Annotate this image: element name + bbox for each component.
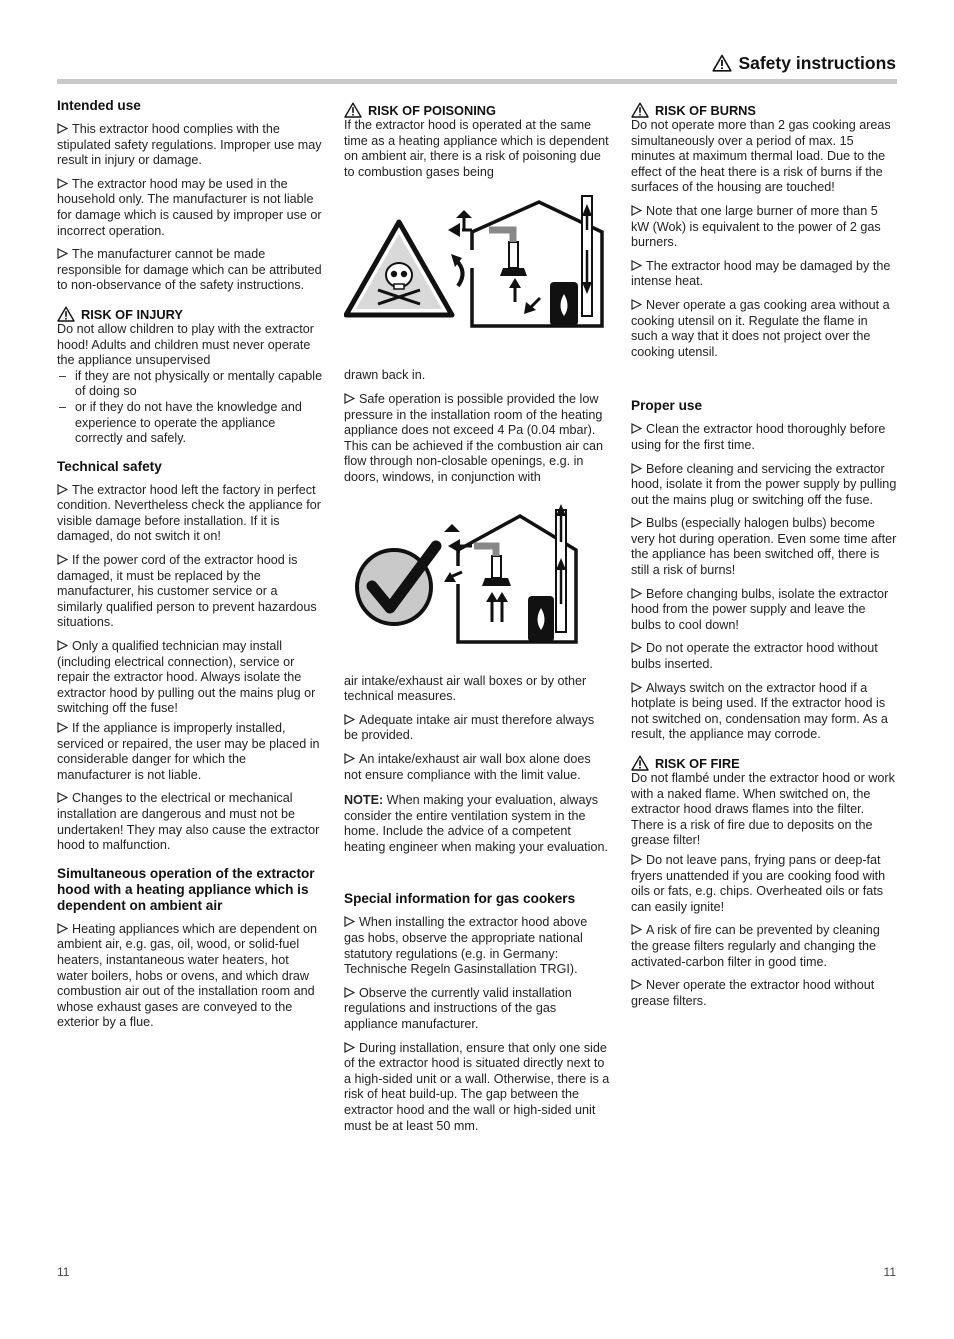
bullet-triangle-icon bbox=[344, 753, 355, 764]
bullet-triangle-icon bbox=[631, 854, 642, 865]
page-number-right: 11 bbox=[883, 1265, 896, 1279]
paragraph: air intake/exhaust air wall boxes or by other technical measures. bbox=[344, 673, 587, 704]
dash-list bbox=[57, 369, 323, 447]
bullet-triangle-icon bbox=[344, 1042, 355, 1053]
warning-text: Do not flambé under the extractor hood or work with a naked flame. When switched on, the extractor hood draws flames into the filter. There is a risk of fire due to deposits on the grease filter! bbox=[631, 771, 895, 848]
paragraph: Clean the extractor hood thoroughly before using for the first time. bbox=[631, 422, 886, 452]
bullet-triangle-icon bbox=[57, 123, 68, 134]
paragraph: An intake/exhaust air wall box alone does not ensure compliance with the limit value. bbox=[344, 751, 591, 782]
list-item: – or if they do not have the knowledge and experience to operate the appliance correctly and safely. bbox=[57, 400, 323, 447]
page-title: Safety instructions bbox=[738, 53, 896, 73]
paragraph: If the power cord of the extractor hood is damaged, it must be replaced by the manufacturer, his customer service or a similarly qualified person to prevent hazardous situations. bbox=[57, 553, 317, 630]
paragraph: Before changing bulbs, isolate the extractor hood from the power supply and leave the bulbs to cool down! bbox=[631, 586, 889, 632]
paragraph: This can be achieved if the combustion air can flow through non-closable openings, e.g. in doors, windows, in conjunction with bbox=[344, 438, 604, 484]
page-header bbox=[712, 52, 896, 74]
heading-technical-safety: Technical safety bbox=[57, 458, 162, 474]
skull-warning-icon bbox=[346, 222, 452, 315]
bullet-triangle-icon bbox=[631, 463, 642, 474]
paragraph: A risk of fire can be prevented by cleaning the grease filters regularly and changing the activated-carbon filter in good time. bbox=[631, 923, 880, 969]
paragraph: During installation, ensure that only one side of the extractor hood is situated directly next to a high-sided unit or a wall. Otherwise, there is a risk of heat build-up. The gap between the extractor hood and the wall or high-sided unit must be at least 50 mm. bbox=[344, 1040, 610, 1133]
warning-heading-injury: RISK OF INJURY bbox=[57, 306, 323, 322]
warning-text: Do not allow children to play with the extractor hood! Adults and children must never operate the appliance unsupervised bbox=[57, 321, 314, 368]
warning-triangle-icon bbox=[712, 54, 732, 72]
bullet-triangle-icon bbox=[631, 205, 642, 216]
bullet-triangle-icon bbox=[57, 484, 68, 495]
bullet-triangle-icon bbox=[631, 423, 642, 434]
column-right bbox=[631, 98, 897, 1017]
bullet-triangle-icon bbox=[57, 178, 68, 189]
bullet-triangle-icon bbox=[57, 792, 68, 803]
bullet-triangle-icon bbox=[631, 588, 642, 599]
paragraph: The extractor hood may be used in the household only. The manufacturer is not liable for damage which is caused by improper use or incorrect operation. bbox=[57, 176, 322, 238]
header-divider bbox=[57, 79, 897, 84]
paragraph: Adequate intake air must therefore always be provided. bbox=[344, 712, 595, 743]
heading-intended-use: Intended use bbox=[57, 98, 141, 113]
bullet-triangle-icon bbox=[631, 642, 642, 653]
bullet-triangle-icon bbox=[57, 248, 68, 259]
bullet-triangle-icon bbox=[344, 987, 355, 998]
bullet-triangle-icon bbox=[631, 299, 642, 310]
paragraph: Always switch on the extractor hood if a hotplate is being used. If the extractor hood is not switched on, condensation may form. As a result, the appliance may corrode. bbox=[631, 680, 888, 742]
warning-triangle-icon bbox=[57, 306, 75, 322]
bullet-triangle-icon bbox=[57, 722, 68, 733]
note-label: NOTE: bbox=[344, 793, 384, 808]
paragraph: Never operate a gas cooking area without a cooking utensil on it. Regulate the flame in such a way that it does not project over the cooking utensil. bbox=[631, 297, 890, 359]
paragraph: If the appliance is improperly installed, serviced or repaired, the user may be placed in considerable danger for which the manufacturer is not liable. bbox=[57, 721, 320, 782]
column-middle bbox=[344, 98, 610, 1142]
paragraph: The extractor hood may be damaged by the intense heat. bbox=[631, 258, 891, 289]
paragraph: The manufacturer cannot be made responsible for damage which can be attributed to non-observance of the safety instructions. bbox=[57, 247, 322, 293]
bullet-triangle-icon bbox=[631, 260, 642, 271]
bullet-triangle-icon bbox=[57, 554, 68, 565]
list-item: – if they are not physically or mentally capable of doing so bbox=[57, 369, 323, 400]
warning-heading-poisoning: RISK OF POISONING bbox=[344, 102, 610, 118]
checkmark-icon bbox=[357, 546, 436, 624]
bullet-triangle-icon bbox=[344, 714, 355, 725]
safe-operation-illustration bbox=[344, 502, 610, 662]
bullet-triangle-icon bbox=[57, 923, 68, 934]
paragraph: Before cleaning and servicing the extractor hood, isolate it from the power supply by pulling out the mains plug or switching off the fuse. bbox=[631, 461, 897, 507]
note-paragraph: NOTE: When making your evaluation, always consider the entire ventilation system in the home. Include the advice of a competent heating engineer when making your evaluation. bbox=[344, 793, 608, 854]
paragraph: Bulbs (especially halogen bulbs) become very hot during operation. Even some time after the appliance has been switched off, there is still a risk of burns! bbox=[631, 516, 897, 578]
paragraph: This extractor hood complies with the stipulated safety regulations. Improper use may result in injury or damage. bbox=[57, 122, 322, 168]
warning-heading-burns: RISK OF BURNS bbox=[631, 102, 897, 118]
bullet-triangle-icon bbox=[57, 640, 68, 651]
bullet-triangle-icon bbox=[631, 517, 642, 528]
column-left bbox=[57, 98, 323, 1039]
paragraph: drawn back in. bbox=[344, 368, 426, 383]
bullet-triangle-icon bbox=[631, 979, 642, 990]
paragraph: Safe operation is possible provided the low pressure in the installation room of the heating appliance does not exceed 4 Pa (0.04 mbar). bbox=[344, 391, 603, 438]
bullet-triangle-icon bbox=[631, 682, 642, 693]
bullet-triangle-icon bbox=[631, 924, 642, 935]
bullet-triangle-icon bbox=[344, 393, 355, 404]
warning-text: Do not operate more than 2 gas cooking areas simultaneously over a period of max. 15 minutes at maximum thermal load. Due to the effect of the heat there is a risk of burns if the surfaces of the housing are touched! bbox=[631, 118, 891, 195]
paragraph: Observe the currently valid installation regulations and instructions of the gas appliance manufacturer. bbox=[344, 985, 572, 1032]
paragraph: Do not leave pans, frying pans or deep-fat fryers unattended if you are cooking food with oils or fats, e.g. chips. Overheated oils or fats can easily ignite! bbox=[631, 852, 886, 914]
paragraph: Heating appliances which are dependent on ambient air, e.g. gas, oil, wood, or solid-fuel heaters, instantaneous water heaters, hot water boilers, hobs or ovens, and which draw combustion air out of the installation room and whose exhaust gases are conveyed to the exterior by a flue. bbox=[57, 921, 318, 1030]
paragraph: Do not operate the extractor hood without bulbs inserted. bbox=[631, 641, 878, 672]
heading-gas-cookers: Special information for gas cookers bbox=[344, 891, 576, 907]
warning-triangle-icon bbox=[631, 755, 649, 771]
warning-heading-fire: RISK OF FIRE bbox=[631, 755, 897, 771]
bullet-triangle-icon bbox=[344, 916, 355, 927]
poisoning-hazard-illustration bbox=[344, 190, 610, 356]
heading-simultaneous-operation: Simultaneous operation of the extractor hood with a heating appliance which is dependent on ambient air bbox=[57, 865, 315, 913]
paragraph: Never operate the extractor hood without grease filters. bbox=[631, 978, 875, 1008]
warning-triangle-icon bbox=[344, 102, 362, 118]
paragraph: The extractor hood left the factory in perfect condition. Nevertheless check the appliance for visible damage before installation. If it is damaged, do not switch it on! bbox=[57, 482, 321, 544]
warning-text: If the extractor hood is operated at the same time as a heating appliance which is dependent on ambient air, there is a risk of poisoning due to combustion gases being bbox=[344, 118, 609, 179]
heading-proper-use: Proper use bbox=[631, 398, 703, 414]
paragraph: Note that one large burner of more than 5 kW (Wok) is equivalent to the power of 2 gas burners. bbox=[631, 203, 881, 250]
page-number-left: 11 bbox=[57, 1265, 70, 1279]
warning-triangle-icon bbox=[631, 102, 649, 118]
paragraph: Only a qualified technician may install (including electrical connection), service or repair the extractor hood. Always isolate the extractor hood by pulling out the mains plug or switching off the fuse! bbox=[57, 639, 316, 716]
paragraph: Changes to the electrical or mechanical installation are dangerous and must not be undertaken! They may also cause the extractor hood to malfunction. bbox=[57, 791, 320, 853]
paragraph: When installing the extractor hood above gas hobs, observe the appropriate national statutory regulations (e.g. in Germany: Technische Regeln Gasinstallation TRGI). bbox=[344, 915, 588, 977]
